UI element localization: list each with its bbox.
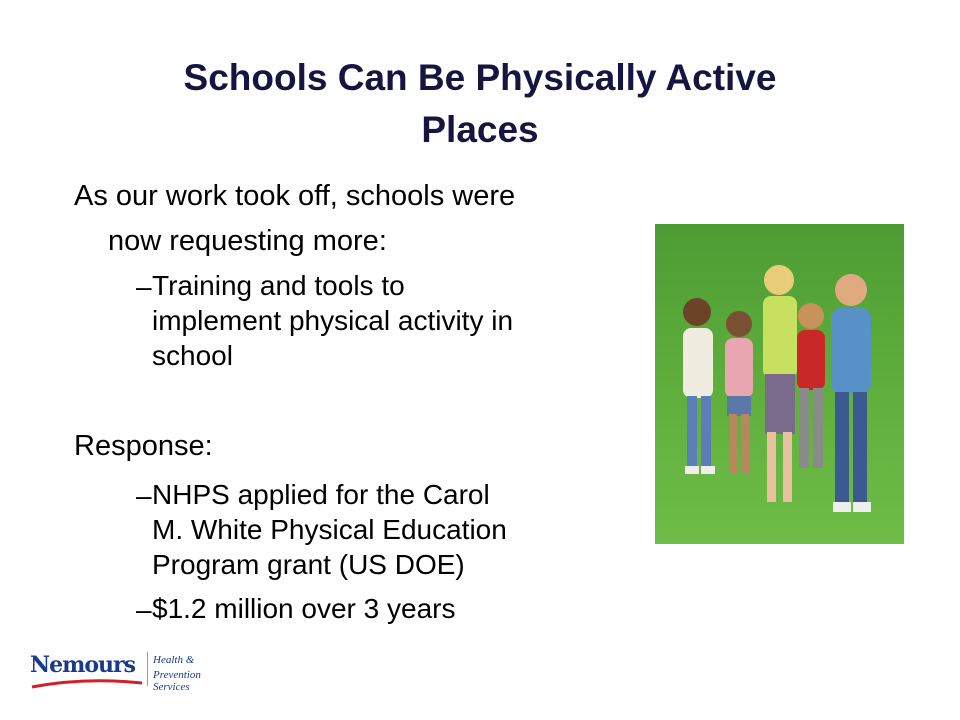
slide-title: [80, 52, 880, 156]
bullet-line: implement physical activity in: [152, 305, 514, 336]
nemours-logo: [30, 650, 230, 693]
response-label: Response:: [74, 430, 213, 462]
bullet-line: $1.2 million over 3 years: [152, 593, 456, 624]
title-line-1: Schools Can Be Physically Active: [183, 57, 777, 98]
intro-line-1: As our work took off, schools were: [74, 180, 516, 212]
logo-brand: Nemours: [30, 652, 136, 678]
bullet-line: Training and tools to: [152, 270, 405, 301]
bullet-line: M. White Physical Education: [152, 514, 507, 545]
logo-line-1: Health &: [153, 654, 195, 666]
photo-illustration: [655, 224, 904, 544]
bullet-line: Program grant (US DOE): [152, 549, 465, 580]
bullet-dash: –: [136, 594, 152, 625]
logo-line-2: Prevention Services: [153, 669, 201, 693]
bullet-funding: [152, 591, 455, 626]
intro-line-2: now requesting more:: [108, 225, 387, 257]
bullet-dash: –: [136, 271, 152, 302]
title-line-2: Places: [421, 109, 539, 150]
logo-swoosh-icon: [30, 678, 145, 690]
bullet-dash: –: [136, 480, 152, 511]
bullet-line: NHPS applied for the Carol: [152, 479, 490, 510]
logo-divider: [147, 652, 148, 686]
bullet-line: school: [152, 340, 233, 371]
bullet-training: [152, 268, 513, 373]
children-running-photo: [655, 224, 904, 544]
bullet-grant: [152, 477, 507, 582]
